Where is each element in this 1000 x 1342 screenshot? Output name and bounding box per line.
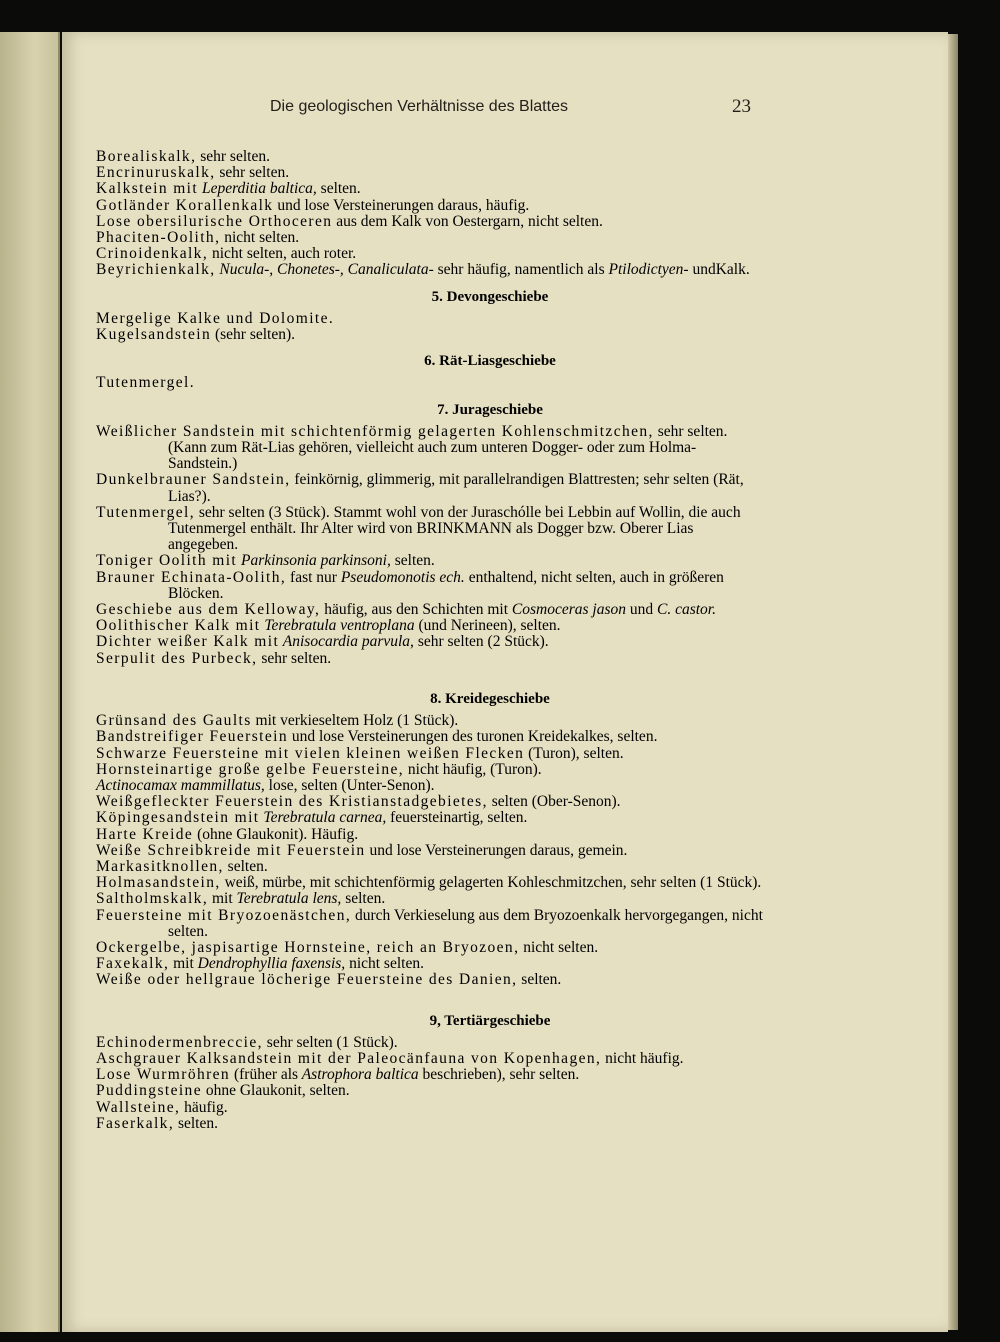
entry-text: mit xyxy=(208,890,233,908)
entry-text: Mergelige Kalke und Dolomite. xyxy=(96,309,335,327)
entry-text: weiß, mürbe, mit schichtenförmig gelagerten Kohleschmitzchen, sehr selten (1 Stück). xyxy=(220,874,762,892)
page-edge xyxy=(948,34,958,1330)
list-item xyxy=(96,972,764,988)
entry-text: selten (Ober-Senon). xyxy=(487,793,621,811)
entry-text: Wallsteine, xyxy=(96,1098,181,1116)
list-item xyxy=(96,570,764,602)
list-item xyxy=(96,505,764,554)
entry-text: und xyxy=(626,601,654,619)
entry-text: Faxekalk, xyxy=(96,955,170,973)
entry-text: lose, selten (Unter-Senon). xyxy=(264,776,435,794)
entry-text: feinkörnig, glimmerig, mit parallelrandigen Blattresten; sehr selten (Rät, Lias?). xyxy=(168,471,744,505)
entry-text: Kalk. xyxy=(715,261,750,279)
entry-text: häufig. xyxy=(180,1098,228,1116)
entry-text: Markasitknollen, xyxy=(96,857,224,875)
list-item xyxy=(96,181,764,197)
page-number: 23 xyxy=(732,96,751,117)
entry-text: Pseudomonotis ech. xyxy=(336,568,465,586)
entry-text: Tutenmergel, xyxy=(96,503,195,521)
entry-text: Leperditia baltica, xyxy=(198,180,317,198)
list-item xyxy=(96,424,764,473)
entry-text: Dichter weißer Kalk mit xyxy=(96,633,280,651)
entry-text: beschrieben), sehr selten. xyxy=(418,1066,580,1084)
list-item xyxy=(96,875,764,891)
book-spine xyxy=(0,32,60,1332)
list-item xyxy=(96,602,764,618)
entry-text: Saltholmskalk, xyxy=(96,890,209,908)
entry-text: sehr selten. xyxy=(257,649,332,667)
entry-text: nicht selten. xyxy=(345,955,424,973)
list-item xyxy=(96,843,764,859)
entry-text: Brauner Echinata-Oolith, xyxy=(96,568,287,586)
entry-text: nicht selten. xyxy=(220,229,300,247)
entry-text: Grünsand des Gaults xyxy=(96,712,252,730)
entry-text: Echinodermenbreccie, xyxy=(96,1033,263,1051)
entry-text: Kalkstein mit xyxy=(96,180,199,198)
entry-list xyxy=(96,311,764,343)
entry-text: Schwarze Feuersteine mit vielen kleinen weißen Flecken xyxy=(96,744,525,762)
entry-text: und lose Versteinerungen des turonen Kreidekalkes, selten. xyxy=(287,728,658,746)
list-item xyxy=(96,311,764,327)
list-item xyxy=(96,762,764,778)
entry-list xyxy=(96,375,764,391)
entry-text: Weiße oder hellgraue löcherige Feuersteine des Danien, xyxy=(96,971,518,989)
entry-text: Feuersteine mit Bryozoenästchen, xyxy=(96,906,352,924)
entry-text: Beyrichienkalk, xyxy=(96,261,216,279)
list-item xyxy=(96,472,764,504)
entry-text: (ohne Glaukonit). Häufig. xyxy=(193,825,359,843)
list-item xyxy=(96,713,764,729)
entry-text: selten. xyxy=(174,1114,218,1132)
entry-text: sehr selten. xyxy=(215,164,290,182)
list-item xyxy=(96,1067,764,1083)
entry-text: Cosmoceras jason xyxy=(508,601,626,619)
entry-text: ohne Glaukonit, selten. xyxy=(201,1082,350,1100)
list-item xyxy=(96,262,764,278)
entry-text: Harte Kreide xyxy=(96,825,194,843)
list-item xyxy=(96,634,764,650)
list-item xyxy=(96,375,764,391)
entry-text: und lose Versteinerungen daraus, häufig. xyxy=(273,196,530,214)
entry-text: feuersteinartig, selten. xyxy=(386,809,528,827)
entry-text: nicht selten, auch roter. xyxy=(208,245,357,263)
list-item xyxy=(96,1083,764,1099)
list-item xyxy=(96,198,764,214)
entry-text: selten. xyxy=(390,552,435,570)
list-item xyxy=(96,246,764,262)
list-item xyxy=(96,729,764,745)
entry-text: sehr selten (2 Stück). xyxy=(413,633,549,651)
entry-text: Holmasandstein, xyxy=(96,874,221,892)
entry-text: Puddingsteine xyxy=(96,1082,202,1100)
list-item xyxy=(96,827,764,843)
entry-text: und lose Versteinerungen daraus, gemein. xyxy=(365,841,628,859)
list-item xyxy=(96,810,764,826)
entry-text: Parkinsonia parkinsoni, xyxy=(237,552,391,570)
entry-list xyxy=(96,1035,764,1132)
entry-text: Nucula-, Chonetes-, Canaliculata- xyxy=(215,261,434,279)
entry-text: sehr häufig, namentlich als xyxy=(433,261,605,279)
entry-text: Geschiebe aus dem Kelloway, xyxy=(96,601,321,619)
entry-text: Anisocardia parvula, xyxy=(279,633,414,651)
entry-text: Kugelsandstein xyxy=(96,326,212,344)
list-item xyxy=(96,746,764,762)
entry-text: Hornsteinartige große gelbe Feuersteine, xyxy=(96,760,405,778)
entry-text: Dunkelbrauner Sandstein, xyxy=(96,471,291,489)
section-heading: 7. Jurageschiebe xyxy=(437,401,543,418)
entry-text: enthaltend, nicht selten, auch in größeren Blöcken. xyxy=(168,568,724,602)
page-body xyxy=(96,149,764,1132)
list-item xyxy=(96,618,764,634)
list-item xyxy=(96,651,764,667)
entry-text: Crinoidenkalk, xyxy=(96,245,209,263)
list-item xyxy=(96,230,764,246)
entry-text: aus dem Kalk von Oestergarn, nicht selten. xyxy=(332,212,603,230)
entry-text: durch Verkieselung aus dem Bryozoenkalk hervorgegangen, nicht selten. xyxy=(168,906,763,940)
entry-text: Actinocamax mammillatus, xyxy=(96,776,265,794)
entry-text: und xyxy=(688,261,716,279)
section-heading: 8. Kreidegeschiebe xyxy=(430,690,550,707)
entry-text: Ptilodictyen- xyxy=(604,261,689,279)
entry-text: mit verkieseltem Holz (1 Stück). xyxy=(251,712,459,730)
entry-text: sehr selten. xyxy=(196,148,270,165)
entry-text: Weiße Schreibkreide mit Feuerstein xyxy=(96,841,366,859)
list-item xyxy=(96,165,764,181)
list-item xyxy=(96,794,764,810)
entry-text: Toniger Oolith mit xyxy=(96,552,238,570)
list-item xyxy=(96,1100,764,1116)
list-item xyxy=(96,940,764,956)
list-item xyxy=(96,214,764,230)
list-item xyxy=(96,1051,764,1067)
entry-text: Encrinuruskalk, xyxy=(96,164,216,182)
entry-text: Faserkalk, xyxy=(96,1114,175,1132)
entry-text: selten. xyxy=(223,857,268,875)
entry-text: mit xyxy=(169,955,194,973)
list-item xyxy=(96,778,764,794)
entry-text: (sehr selten). xyxy=(211,326,296,344)
section-heading: 6. Rät-Liasgeschiebe xyxy=(424,353,556,370)
entry-text: Weißlicher Sandstein mit schichtenförmig gelagerten Kohlenschmitzchen, xyxy=(96,422,654,440)
entry-text: (Turon), selten. xyxy=(524,744,624,762)
list-item xyxy=(96,891,764,907)
entry-text: sehr selten (1 Stück). xyxy=(262,1033,398,1051)
list-item xyxy=(96,327,764,343)
entry-list xyxy=(96,713,764,988)
list-item xyxy=(96,149,764,165)
list-item xyxy=(96,1116,764,1132)
entry-text: selten. xyxy=(316,180,361,198)
list-item xyxy=(96,908,764,940)
entry-text: Terebratula carnea, xyxy=(259,809,387,827)
entry-text: Gotländer Korallenkalk xyxy=(96,196,274,214)
section-heading: 5. Devongeschiebe xyxy=(431,288,549,305)
entry-text: Serpulit des Purbeck, xyxy=(96,649,258,667)
entry-text: fast nur xyxy=(286,568,337,586)
entry-text: sehr selten (3 Stück). Stammt wohl von der Juraschólle bei Lebbin auf Wollin, die auch Tutenmergel enthält. Ihr Alter wird von BRINKMANN als Dogger bzw. Oberer Lias angegeben. xyxy=(168,503,741,554)
entry-text: nicht häufig. xyxy=(601,1049,684,1067)
entry-text: Lose Wurmröhren xyxy=(96,1066,231,1084)
entry-text: häufig, aus den Schichten mit xyxy=(320,601,509,619)
entry-text: Borealiskalk, xyxy=(96,148,197,165)
entry-text: Köpingesandstein mit xyxy=(96,809,260,827)
entry-text: (früher als xyxy=(230,1066,299,1084)
list-item xyxy=(96,859,764,875)
entry-text: selten. xyxy=(341,890,386,908)
entry-text: nicht häufig, (Turon). xyxy=(404,760,542,778)
list-item xyxy=(96,1035,764,1051)
entry-text: Phaciten-Oolith, xyxy=(96,229,221,247)
entry-list xyxy=(96,424,764,667)
entry-text: (und Nerineen), selten. xyxy=(414,617,561,635)
entry-text: Terebratula ventroplana xyxy=(260,617,415,635)
entry-text: Tutenmergel. xyxy=(96,374,195,392)
entry-text: Oolithischer Kalk mit xyxy=(96,617,261,635)
entry-text: nicht selten. xyxy=(519,938,599,956)
section-heading: 9, Tertiärgeschiebe xyxy=(429,1012,551,1029)
running-title: Die geologischen Verhältnisse des Blattes xyxy=(270,98,568,115)
entry-list xyxy=(96,149,764,279)
entry-text: Aschgrauer Kalksandstein mit der Paleocänfauna von Kopenhagen, xyxy=(96,1049,602,1067)
entry-text: Terebratula lens, xyxy=(232,890,342,908)
entry-text: sehr selten. (Kann zum Rät-Lias gehören, vielleicht auch zum unteren Dogger- oder zum Holma-Sandstein.) xyxy=(168,422,728,473)
entry-text: Dendrophyllia faxensis, xyxy=(193,955,346,973)
entry-text: selten. xyxy=(517,971,562,989)
entry-text: Weißgefleckter Feuerstein des Kristianstadgebietes, xyxy=(96,793,488,811)
entry-text: Lose obersilurische Orthoceren xyxy=(96,212,333,230)
entry-text: C. castor. xyxy=(653,601,716,619)
entry-text: Ockergelbe, jaspisartige Hornsteine, reich an Bryozoen, xyxy=(96,938,520,956)
list-item xyxy=(96,553,764,569)
list-item xyxy=(96,956,764,972)
entry-text: Bandstreifiger Feuerstein xyxy=(96,728,288,746)
entry-text: Astrophora baltica xyxy=(298,1066,419,1084)
